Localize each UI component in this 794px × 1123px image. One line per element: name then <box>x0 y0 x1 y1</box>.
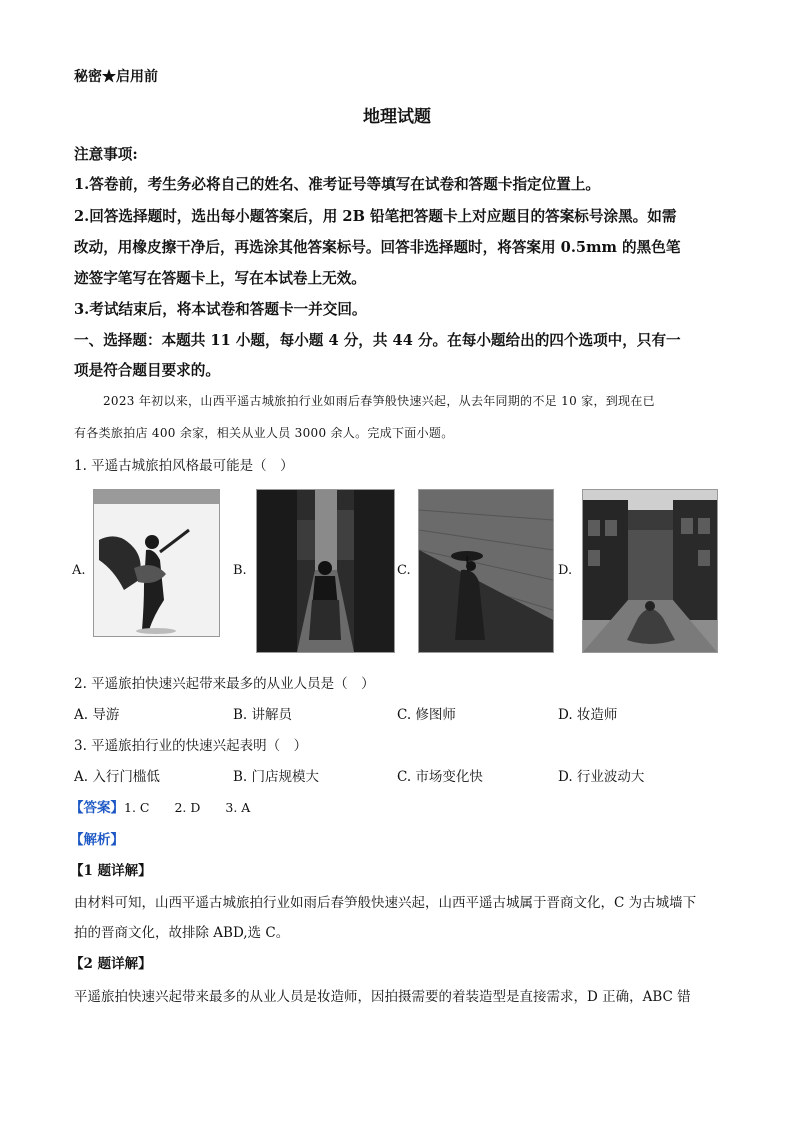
q1-option-c-label: C. <box>397 563 411 578</box>
q1-option-b-label: B. <box>233 563 247 578</box>
notice-item-1: 1.答卷前，考生务必将自己的姓名、准考证号等填写在试卷和答题卡指定位置上。 <box>74 176 601 193</box>
q1-option-a-photo <box>93 489 220 637</box>
question-2-stem: 2. 平遥旅拍快速兴起带来最多的从业人员是（ ） <box>74 676 375 692</box>
secret-label: 秘密★启用前 <box>74 69 158 85</box>
answer-values: 1. C 2. D 3. A <box>124 800 251 815</box>
section-heading-line-1: 一、选择题：本题共 11 小题，每小题 4 分，共 44 分。在每小题给出的四个选项中，只有一 <box>74 332 681 349</box>
q3-option-a: A. 入行门槛低 <box>74 769 160 785</box>
ancient-street-image <box>583 490 717 652</box>
q1-option-d-label: D. <box>558 563 573 578</box>
q2-option-a: A. 导游 <box>74 707 120 723</box>
answer-row <box>70 796 250 816</box>
material-line-1: 2023 年初以来，山西平遥古城旅拍行业如雨后春笋般快速兴起，从去年同期的不足 10 家，到现在已 <box>103 394 655 408</box>
q3-option-b: B. 门店规模大 <box>233 769 320 785</box>
q3-option-c: C. 市场变化快 <box>397 769 483 785</box>
notice-item-3: 3.考试结束后，将本试卷和答题卡一并交回。 <box>74 301 367 318</box>
q1-option-d-photo <box>582 489 718 653</box>
q3-option-d: D. 行业波动大 <box>558 769 645 785</box>
alley-walk-image <box>257 490 394 652</box>
notice-item-2-line-2: 改动，用橡皮擦干净后，再选涂其他答案标号。回答非选择题时，将答案用 0.5mm 的黑色笔 <box>74 239 681 256</box>
detail-2-tag: 【2 题详解】 <box>70 956 152 972</box>
question-3-stem: 3. 平遥旅拍行业的快速兴起表明（ ） <box>74 738 308 754</box>
detail-1-line-2: 拍的晋商文化，故排除 ABD,选 C。 <box>74 925 290 941</box>
notice-item-2-line-1: 2.回答选择题时，选出每小题答案后，用 2B 铅笔把答题卡上对应题目的答案标号涂黑。如需 <box>74 208 677 225</box>
q1-option-c-photo <box>418 489 554 653</box>
notice-item-2-line-3: 迹签字笔写在答题卡上，写在本试卷上无效。 <box>74 270 366 287</box>
answer-tag: 【答案】 <box>70 800 124 816</box>
section-heading-line-2: 项是符合题目要求的。 <box>74 362 220 379</box>
page-title: 地理试题 <box>363 107 431 127</box>
dancer-in-snow-image <box>94 490 219 636</box>
q2-option-c: C. 修图师 <box>397 707 456 723</box>
detail-1-tag: 【1 题详解】 <box>70 863 152 879</box>
q2-option-d: D. 妆造师 <box>558 707 618 723</box>
q1-option-b-photo <box>256 489 395 653</box>
q2-option-b: B. 讲解员 <box>233 707 293 723</box>
notice-heading: 注意事项: <box>74 146 138 163</box>
analysis-tag: 【解析】 <box>70 832 124 848</box>
city-wall-image <box>419 490 553 652</box>
q1-option-a-label: A. <box>72 563 86 578</box>
detail-2-line-1: 平遥旅拍快速兴起带来最多的从业人员是妆造师，因拍摄需要的着装造型是直接需求，D 正确，ABC 错 <box>74 989 691 1005</box>
question-1-stem: 1. 平遥古城旅拍风格最可能是（ ） <box>74 458 294 474</box>
detail-1-line-1: 由材料可知，山西平遥古城旅拍行业如雨后春笋般快速兴起，山西平遥古城属于晋商文化，C 为古城墙下 <box>74 895 697 911</box>
material-line-2: 有各类旅拍店 400 余家，相关从业人员 3000 余人。完成下面小题。 <box>74 426 454 440</box>
